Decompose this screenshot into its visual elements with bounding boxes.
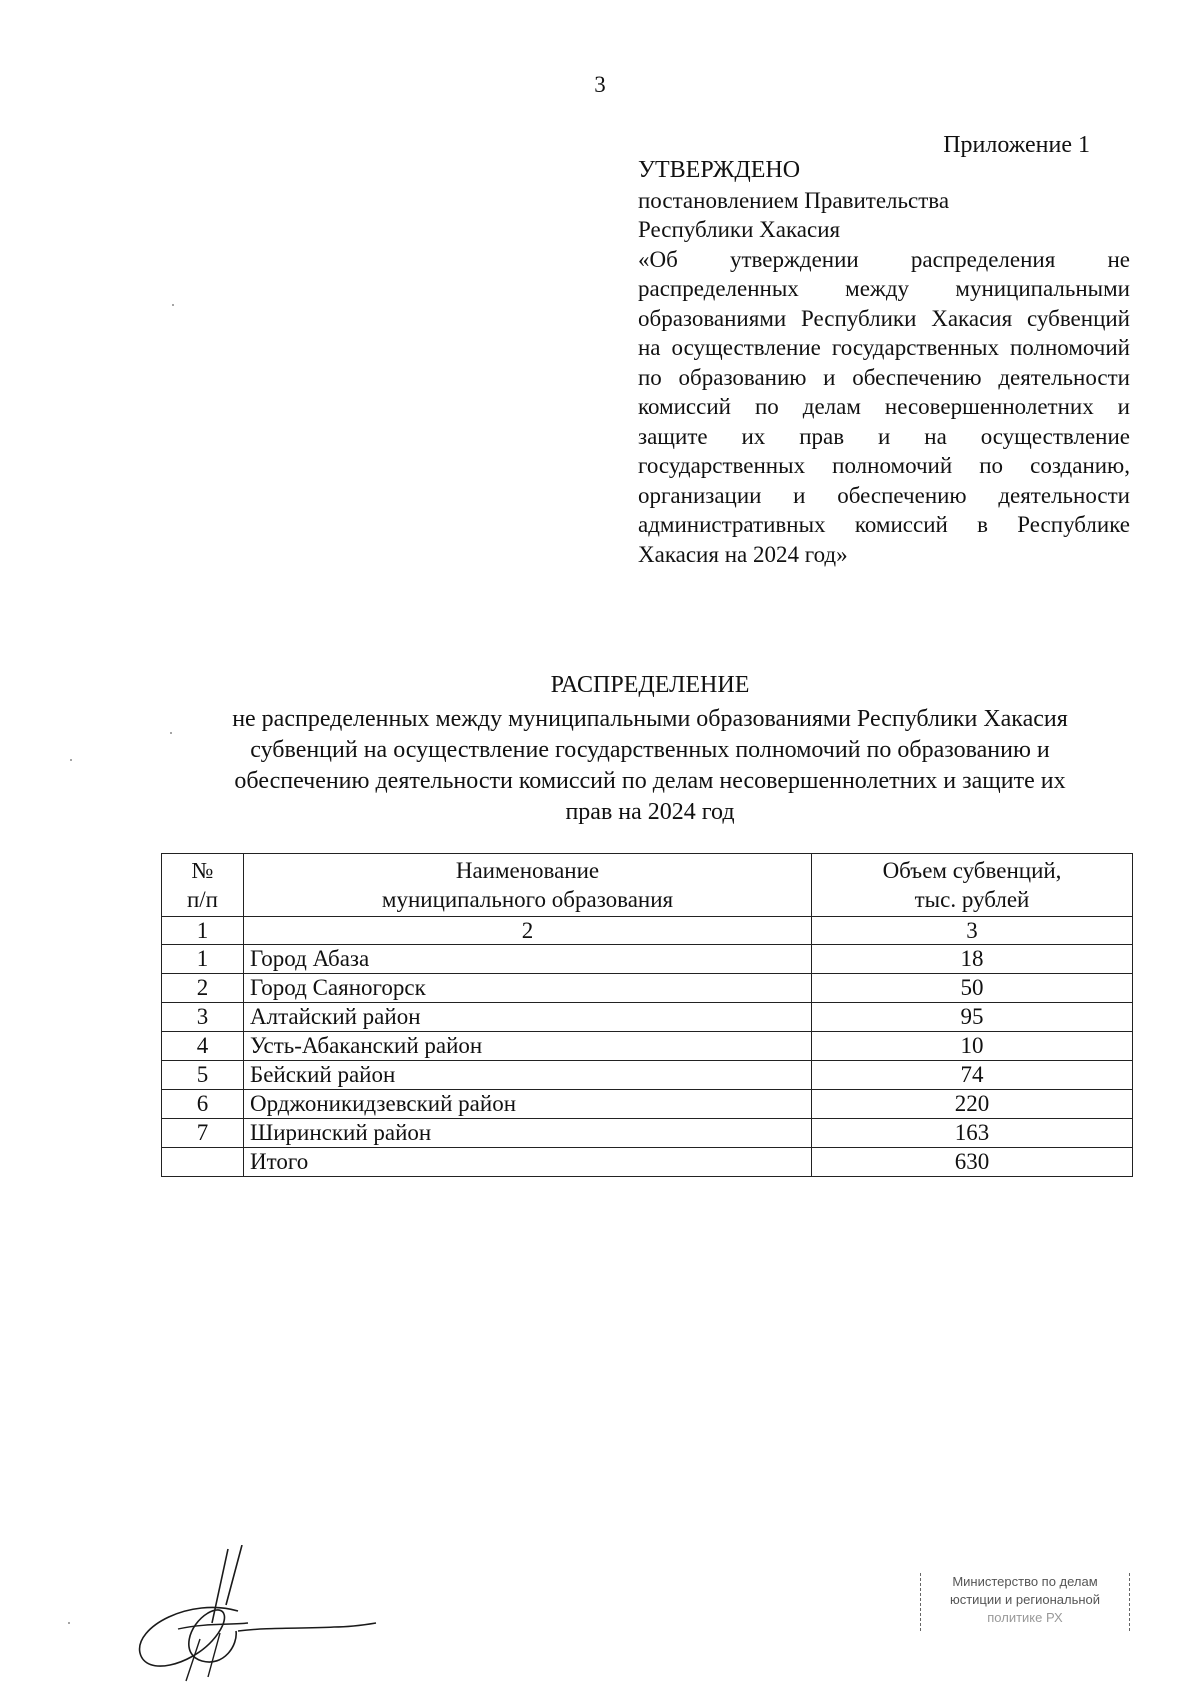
header-amount-line-2: тыс. рублей [914,887,1030,912]
total-number [162,1148,244,1177]
header-number [162,854,244,917]
total-label: Итого [244,1148,812,1177]
row-number: 5 [162,1061,244,1090]
document-heading: РАСПРЕДЕЛЕНИЕ [550,672,750,698]
scan-speck [170,732,172,734]
approval-block [638,156,1130,569]
header-amount [812,854,1133,917]
column-number: 1 [162,917,244,945]
row-name: Алтайский район [244,1003,812,1032]
column-number-row [162,917,1133,945]
row-number: 1 [162,945,244,974]
column-number: 2 [244,917,812,945]
registration-stamp [920,1573,1130,1631]
row-number: 4 [162,1032,244,1061]
approval-line-2: Республики Хакасия [638,217,841,242]
scan-speck [70,759,72,761]
table-row [162,1119,1133,1148]
row-number: 6 [162,1090,244,1119]
column-number: 3 [812,917,1133,945]
scan-speck [68,1622,70,1624]
header-name [244,854,812,917]
approval-line-1: постановлением Правительства [638,187,950,213]
subtitle-line-2: субвенций на осуществление государственных полномочий по образованию и [250,737,1050,763]
subtitle-line-3: обеспечению деятельности комиссий по делам несовершеннолетних и защите их [234,768,1066,794]
table-row [162,1003,1133,1032]
appendix-label: Приложение 1 [943,132,1090,158]
header-number-line-1: № [191,858,214,883]
document-subtitle [160,704,1140,828]
row-name: Усть-Абаканский район [244,1032,812,1061]
stamp-line-3: политике РХ [987,1610,1063,1625]
header-name-line-1: Наименование [455,858,600,883]
signature [120,1545,380,1685]
row-number: 3 [162,1003,244,1032]
row-name: Город Абаза [244,945,812,974]
total-row [162,1148,1133,1177]
approval-decree-title: «Об утверждении распределения не распределенных между муниципальными образованиями Республики Хакасия субвенций на осуществление государственных полномочий по образованию и обеспечению деятельности комиссий по делам несовершеннолетних и защите их прав и на осуществление государственных полномочий по созданию, организации и обеспечению деятельности административных комиссий в Республике Хакасия на 2024 год» [638,246,1130,567]
table-row [162,1032,1133,1061]
subtitle-line-4: прав на 2024 год [565,799,735,825]
row-name: Город Саяногорск [244,974,812,1003]
row-number: 2 [162,974,244,1003]
scan-speck [172,304,174,306]
row-amount: 74 [812,1061,1133,1090]
row-name: Орджоникидзевский район [244,1090,812,1119]
table-row [162,974,1133,1003]
subtitle-line-1: не распределенных между муниципальными образованиями Республики Хакасия [232,706,1068,732]
stamp-line-2: юстиции и региональной [949,1592,1101,1607]
row-amount: 163 [812,1119,1133,1148]
row-amount: 50 [812,974,1133,1003]
table-header-row [162,854,1133,917]
row-amount: 95 [812,1003,1133,1032]
header-name-line-2: муниципального образования [381,887,674,912]
row-amount: 220 [812,1090,1133,1119]
total-amount: 630 [812,1148,1133,1177]
table-row [162,1061,1133,1090]
header-amount-line-1: Объем субвенций, [882,858,1062,883]
row-number: 7 [162,1119,244,1148]
row-amount: 18 [812,945,1133,974]
table-row [162,945,1133,974]
stamp-line-1: Министерство по делам [952,1574,1098,1589]
header-number-line-2: п/п [186,887,218,912]
approval-title: УТВЕРЖДЕНО [638,157,801,183]
row-name: Бейский район [244,1061,812,1090]
row-name: Ширинский район [244,1119,812,1148]
table-row [162,1090,1133,1119]
row-amount: 10 [812,1032,1133,1061]
distribution-table [161,853,1133,1177]
page-number: 3 [594,72,606,97]
